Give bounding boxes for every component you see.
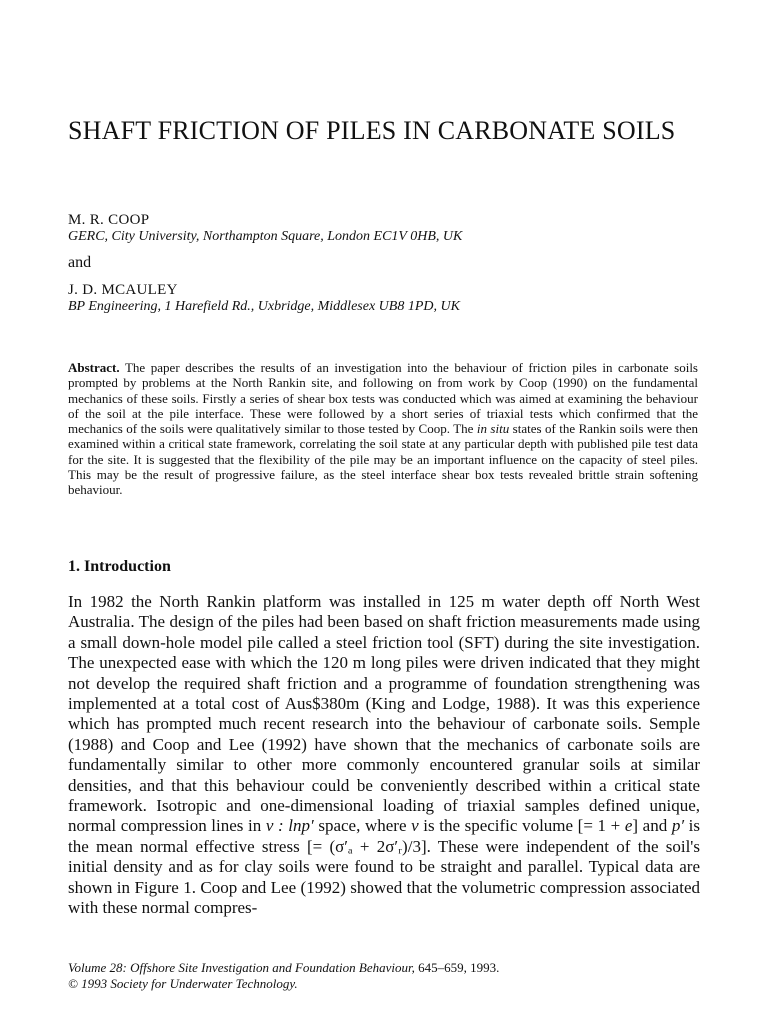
abstract-label: Abstract. [68,360,120,375]
abstract-italic: in situ [476,421,510,437]
abstract-text: states of the Rankin soils were then examined within a critical state framework, correlating the soil state at any particular depth with published pile test data for the site. It is suggested that the flexibility of the pile may be an important influence on the capacity of steel piles. This may be the result of progressive failure, as the steel interface shear box tests revealed brittle strain softening behaviour. [68,421,698,498]
body-text: space, where [313,816,412,836]
section-heading: 1. Introduction [68,558,171,575]
author-affiliation: GERC, City University, Northampton Square, London EC1V 0HB, UK [68,229,463,244]
author-name: M. R. COOP [68,212,150,228]
body-text: is the mean normal effective stress [= (σ′ₐ + 2σ′ᵣ)/3]. These were independent of the soil's initial density and as for clay soils were found to be straight and parallel. Typical data are shown in Figure 1. Coop and Lee (1992) showed that the volumetric compression associated with these normal compres- [68,816,700,918]
math-expression: v : lnp′ [265,816,314,836]
copyright-line: © 1993 Society for Underwater Technology. [68,976,298,991]
math-expression: e [624,816,633,836]
body-text: is the specific volume [= 1 + [418,816,625,836]
journal-citation [68,960,499,976]
author-conjunction: and [68,254,92,271]
page-range: 645–659, 1993. [414,960,500,975]
abstract-text: The paper describes the results of an investigation into the behaviour of friction piles in carbonate soils prompted by problems at the North Rankin site, and following on from work by Coop (1990) on the fundamental mechanics of these soils. Firstly a series of shear box tests was conducted which was aimed at examining the behaviour of the soil at the pile interface. These were followed by a short series of triaxial tests which confirmed that the mechanics of the soils were qualitatively similar to those tested by Coop. The [68,360,698,437]
math-expression: p′ [671,816,685,836]
math-expression: v [411,816,419,836]
body-text: ] and [632,816,672,836]
introduction-paragraph [68,592,700,919]
author-name: J. D. MCAULEY [68,282,178,298]
author-affiliation: BP Engineering, 1 Harefield Rd., Uxbridge, Middlesex UB8 1PD, UK [68,299,460,314]
paper-title: SHAFT FRICTION OF PILES IN CARBONATE SOILS [68,116,676,145]
journal-name: Volume 28: Offshore Site Investigation and Foundation Behaviour, [68,960,415,975]
abstract [68,360,698,498]
body-text: In 1982 the North Rankin platform was installed in 125 m water depth off North West Australia. The design of the piles had been based on shaft friction measurements made using a small down-hole model pile called a steel friction tool (SFT) during the site investigation. The unexpected ease with which the 120 m long piles were driven indicated that they might not develop the required shaft friction and a programme of foundation strengthening was implemented at a total cost of Aus$380m (King and Lodge, 1988). It was this experience which has prompted much recent research into the behaviour of carbonate soils. Semple (1988) and Coop and Lee (1992) have shown that the mechanics of carbonate soils are fundamentally similar to other more commonly encountered granular soils at similar densities, and that this behaviour could be conveniently described within a critical state framework. Isotropic and one-dimensional loading of triaxial samples defined unique, normal compression lines in [68,592,700,836]
page-footer [68,960,499,992]
